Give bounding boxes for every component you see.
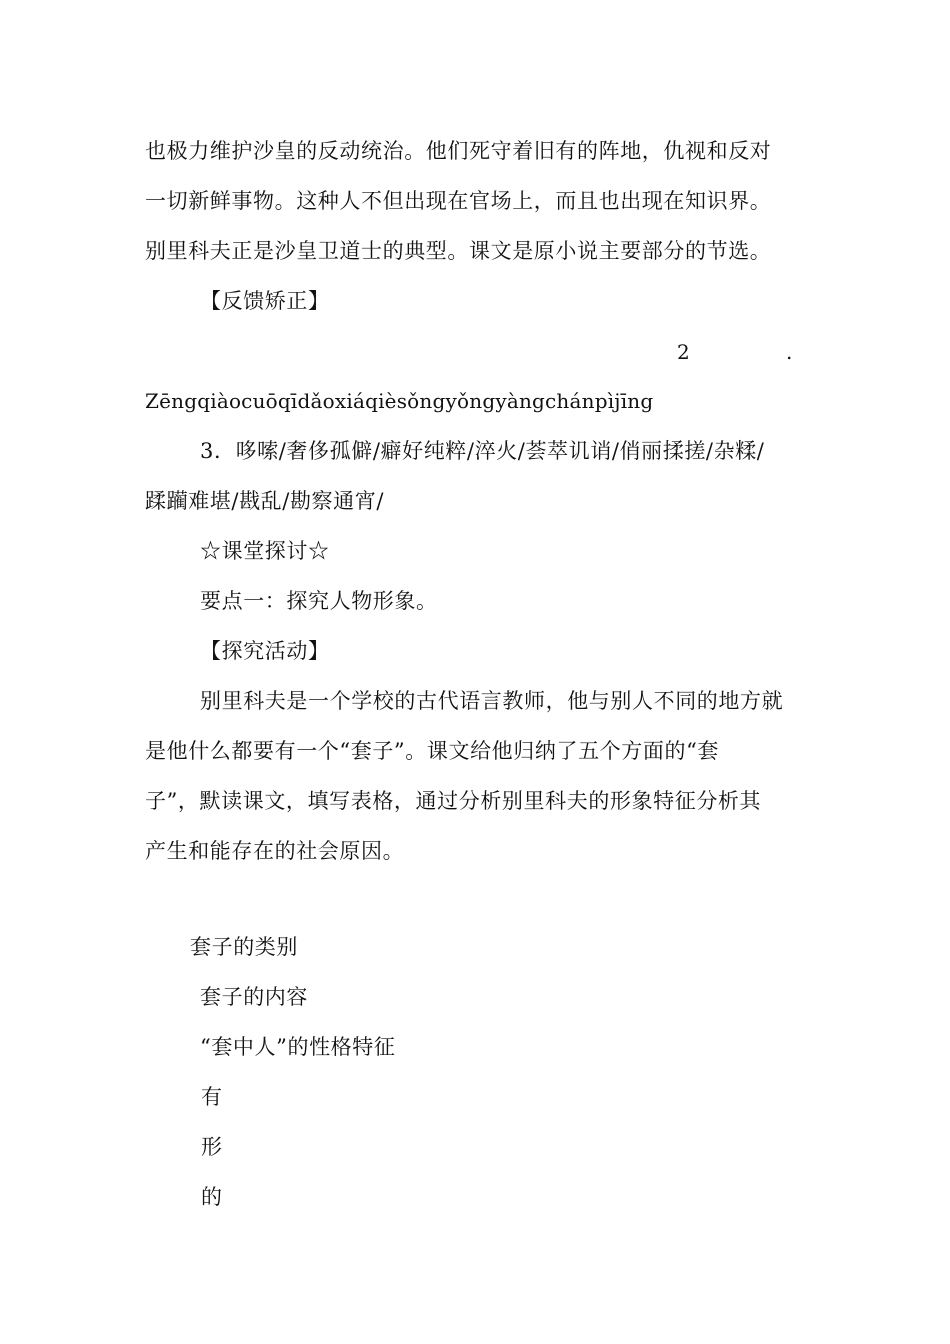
paragraph1-line3: 别里科夫正是沙皇卫道士的典型。课文是原小说主要部分的节选。 <box>145 239 772 263</box>
feedback-heading: 【反馈矫正】 <box>200 289 330 313</box>
item2-pinyin: Zēngqiàocuōqīdǎoxiáqièsǒngyǒngyàngchánpìjīng <box>145 389 654 413</box>
paragraph2-line2: 是他什么都要有一个“套子”。课文给他归纳了五个方面的“套 <box>145 739 720 763</box>
paragraph2-line4: 产生和能存在的社会原因。 <box>145 839 405 863</box>
item3-line1: 3．哆嗦/奢侈孤僻/癖好纯粹/淬火/荟萃讥诮/俏丽揉搓/杂糅/ <box>200 439 765 463</box>
table-row1-char3: 的 <box>201 1185 223 1209</box>
classroom-heading: ☆课堂探讨☆ <box>200 539 330 563</box>
table-row1-char2: 形 <box>201 1135 223 1159</box>
item2-dot: . <box>786 340 793 364</box>
item2-number: 2 <box>677 340 690 364</box>
table-header-traits: “套中人”的性格特征 <box>200 1035 396 1059</box>
paragraph2-line1: 别里科夫是一个学校的古代语言教师，他与别人不同的地方就 <box>200 689 784 713</box>
point1: 要点一：探究人物形象。 <box>200 589 438 613</box>
paragraph1-line2: 一切新鲜事物。这种人不但出现在官场上，而且也出现在知识界。 <box>145 189 772 213</box>
paragraph1-line1: 也极力维护沙皇的反动统治。他们死守着旧有的阵地，仇视和反对 <box>145 139 772 163</box>
item3-line2: 蹂躏难堪/戡乱/勘察通宵/ <box>145 489 385 513</box>
paragraph2-line3: 子”，默读课文，填写表格，通过分析别里科夫的形象特征分析其 <box>145 789 762 813</box>
table-header-content: 套子的内容 <box>200 985 308 1009</box>
activity-heading: 【探究活动】 <box>200 639 330 663</box>
table-row1-char1: 有 <box>201 1085 223 1109</box>
table-header-category: 套子的类别 <box>190 935 298 959</box>
